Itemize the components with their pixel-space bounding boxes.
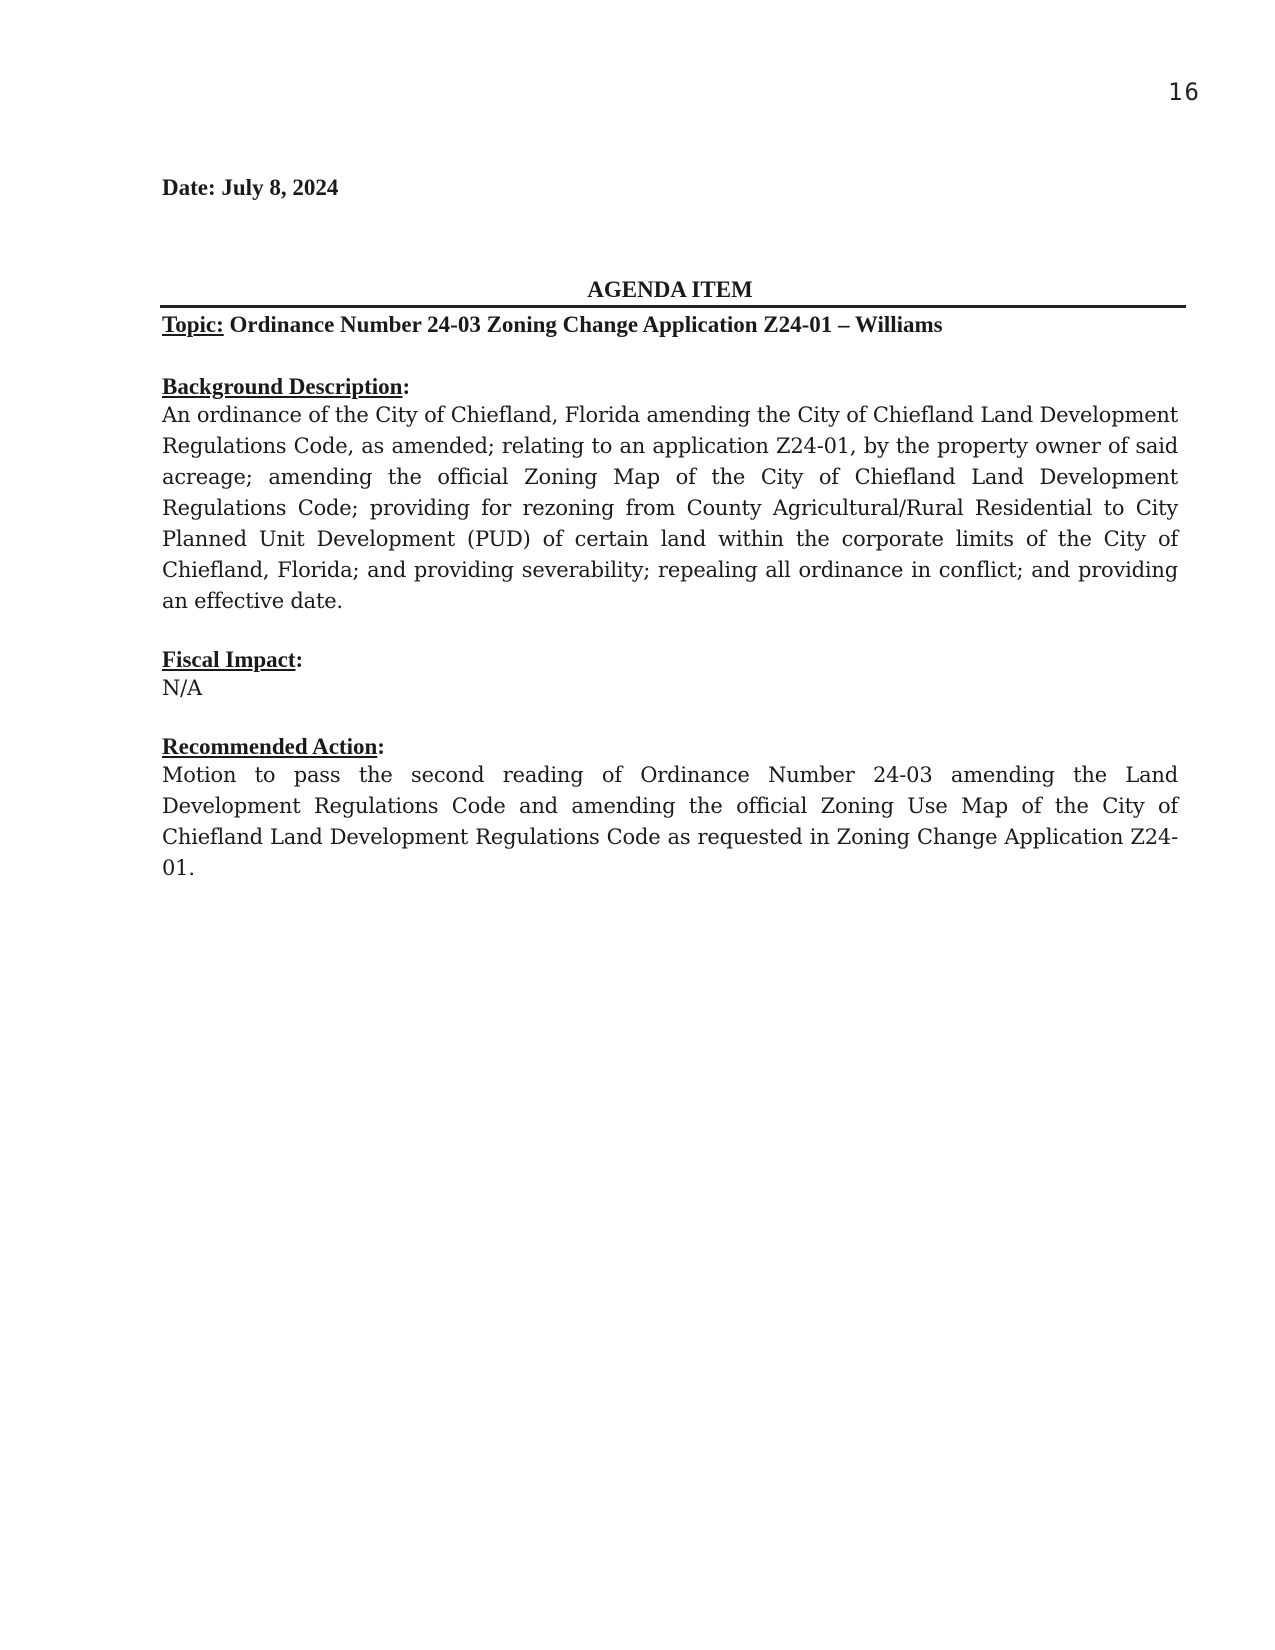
recommended-action-heading-colon: : [377, 734, 385, 759]
topic-line [162, 312, 1178, 338]
date-value: July 8, 2024 [221, 175, 339, 200]
fiscal-impact-heading-label: Fiscal Impact [162, 647, 296, 672]
fiscal-impact-heading-colon: : [295, 647, 304, 672]
recommended-action-text: Motion to pass the second reading of Ordinance Number 24-03 amending the Land Development Regulations Code and amending the official Zoning Use Map of the City of Chiefland Land Development Regulations Code as requested in Zoning Change Application Z24-01. [162, 763, 1178, 880]
agenda-item-heading: AGENDA ITEM [587, 277, 753, 302]
topic-text: Ordinance Number 24-03 Zoning Change Application Z24-01 – Williams [229, 312, 943, 337]
topic-label: Topic: [162, 312, 224, 337]
background-heading-colon: : [402, 374, 411, 399]
background-heading-label: Background Description [162, 374, 403, 399]
fiscal-impact-text: N/A [162, 676, 203, 700]
recommended-action-heading [162, 734, 1178, 760]
date-line [162, 175, 1178, 201]
agenda-document [162, 175, 1178, 884]
fiscal-impact-section [162, 647, 1178, 704]
background-text: An ordinance of the City of Chiefland, Florida amending the City of Chiefland Land Development Regulations Code, as amended; relating to an application Z24-01, by the property owner of said acreage; amending the official Zoning Map of the City of Chiefland Land Development Regulations Code; providing for rezoning from County Agricultural/Rural Residential to City Planned Unit Development (PUD) of certain land within the corporate limits of the City of Chiefland, Florida; and providing severability; repealing all ordinance in conflict; and providing an effective date. [162, 403, 1178, 613]
recommended-action-heading-label: Recommended Action [162, 734, 378, 759]
recommended-action-section [162, 734, 1178, 884]
background-section [162, 374, 1178, 617]
page-number: 16 [1168, 78, 1201, 106]
background-heading [162, 374, 1178, 400]
heading-divider [160, 305, 1186, 308]
fiscal-impact-heading [162, 647, 1178, 673]
date-label: Date: [162, 175, 216, 200]
